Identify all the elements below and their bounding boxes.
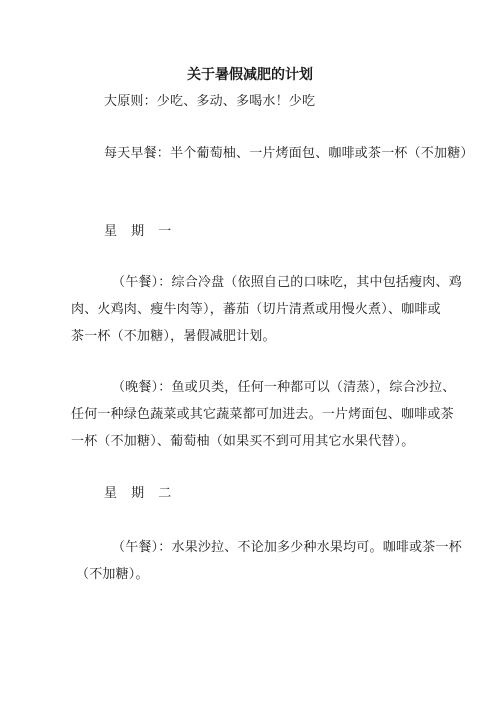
monday-dinner-line-2: 任何一种绿色蔬菜或其它蔬菜都可加进去。一片烤面包、咖啡或茶	[71, 407, 454, 422]
breakfast-text: 每天早餐：半个葡萄柚、一片烤面包、咖啡或茶一杯（不加糖）	[104, 146, 474, 161]
monday-heading: 星 期 一	[104, 224, 177, 239]
monday-lunch-line-1: （午餐）：综合冷盘（依照自己的口味吃，其中包括瘦肉、鸡	[112, 275, 462, 290]
tuesday-lunch-line-1: （午餐）：水果沙拉、不论加多少种水果均可。咖啡或茶一杯	[112, 540, 462, 555]
document-title: 关于暑假减肥的计划	[187, 67, 313, 83]
monday-lunch-line-2: 肉、火鸡肉、瘦牛肉等），蕃茄（切片清煮或用慢火煮）、咖啡或	[71, 302, 441, 317]
monday-dinner-line-3: 一杯（不加糖）、葡萄柚（如果买不到可用其它水果代替）。	[71, 434, 415, 449]
monday-lunch-line-3: 茶一杯（不加糖），暑假减肥计划。	[71, 329, 276, 344]
principle-text: 大原则：少吃、多动、多喝水！少吃	[104, 94, 316, 109]
tuesday-lunch-line-2: （不加糖）。	[76, 567, 149, 582]
tuesday-heading: 星 期 二	[104, 486, 177, 501]
monday-dinner-line-1: （晚餐）：鱼或贝类，任何一种都可以（清蒸），综合沙拉、	[112, 380, 456, 395]
